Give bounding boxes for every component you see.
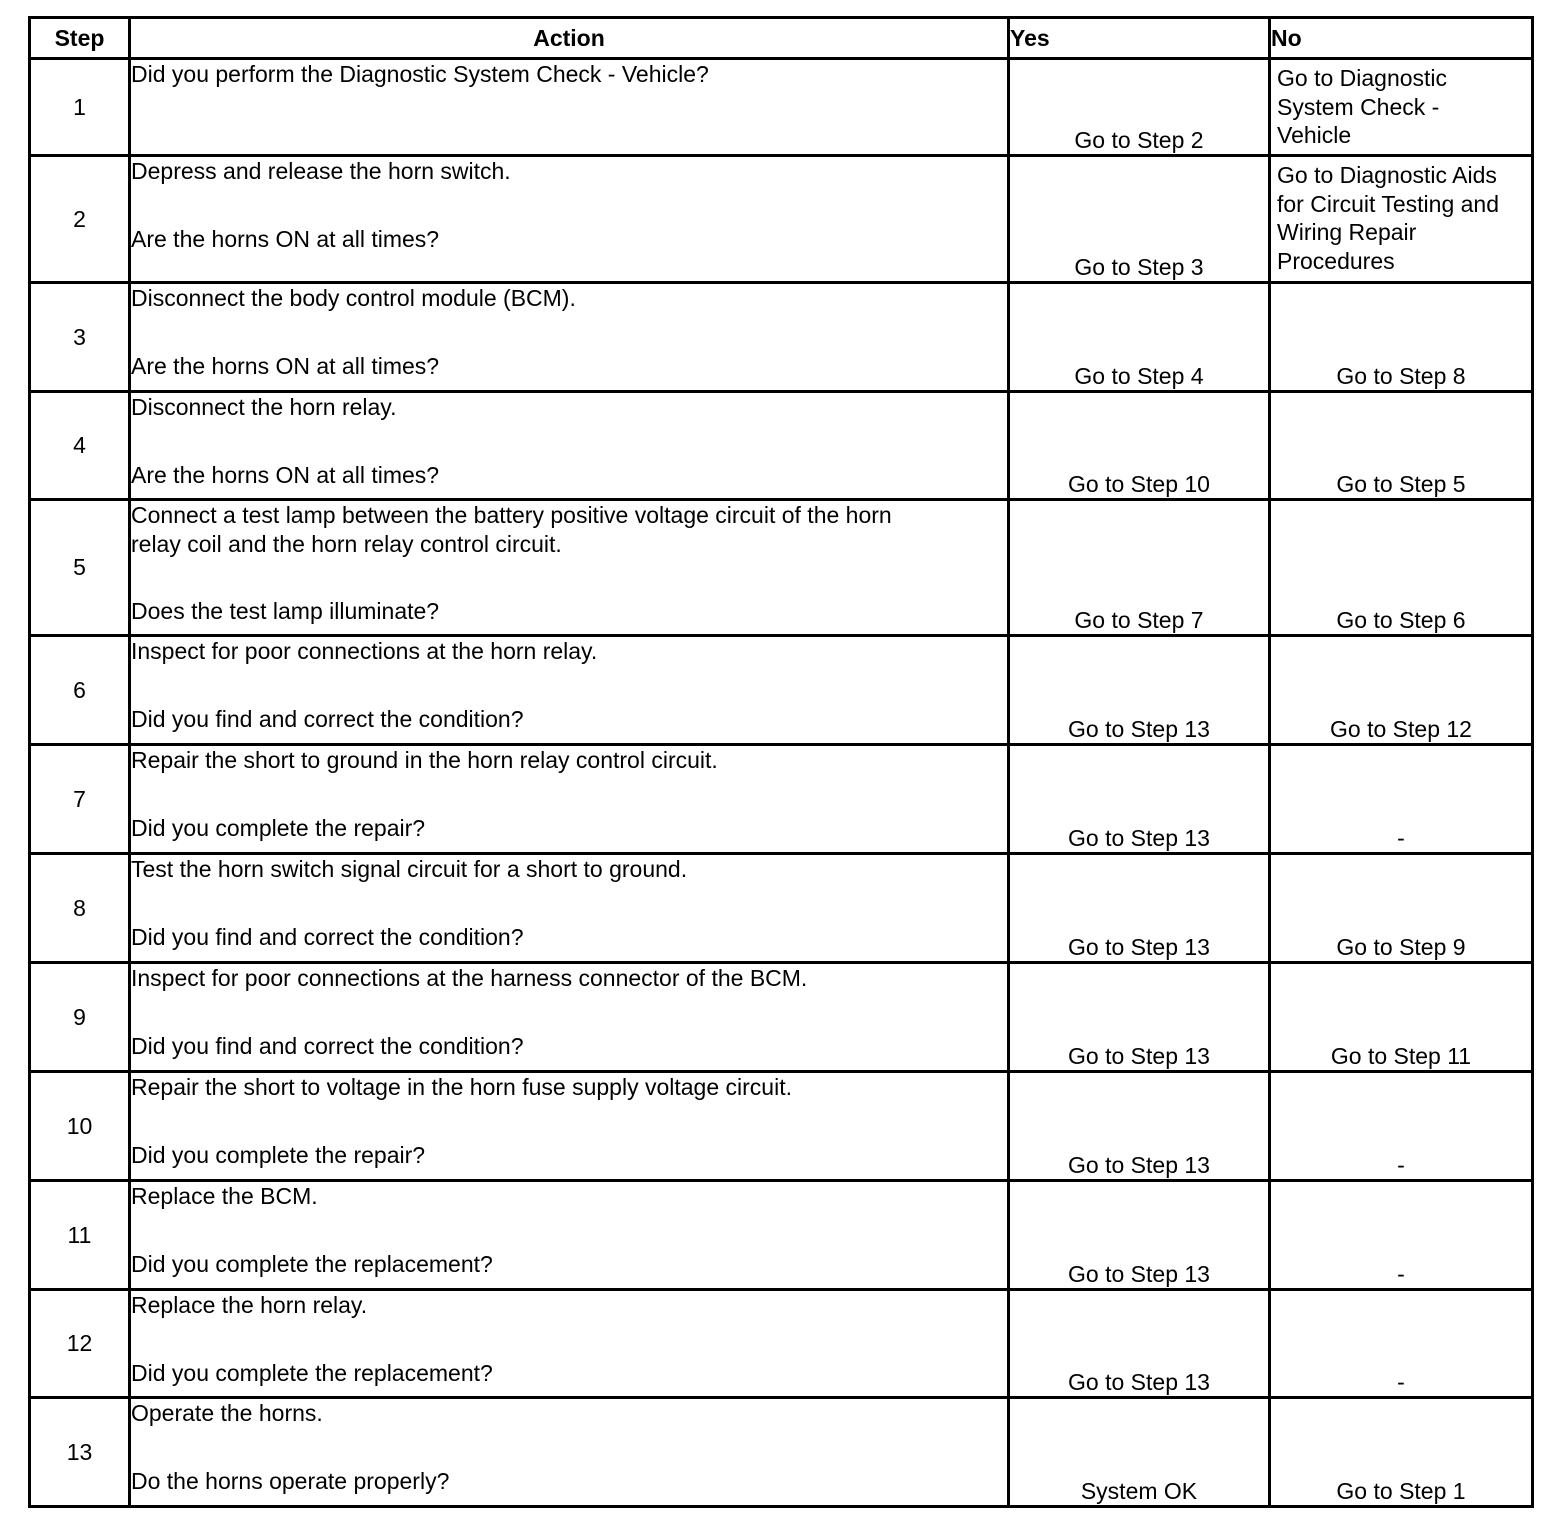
no-result-line: Vehicle	[1277, 122, 1352, 148]
table-row	[30, 500, 1533, 636]
table-row	[30, 963, 1533, 1072]
no-result	[1270, 963, 1533, 1072]
no-result-line: -	[1397, 1368, 1405, 1395]
yes-result: Go to Step 13	[1009, 745, 1270, 854]
no-result	[1270, 1072, 1533, 1181]
action-cell	[130, 500, 1009, 636]
table-row	[30, 283, 1533, 392]
spacer	[131, 666, 1007, 705]
action-question: Does the test lamp illuminate?	[131, 598, 440, 624]
no-result	[1270, 156, 1533, 283]
action-question: Are the horns ON at all times?	[131, 461, 440, 488]
step-number: 13	[30, 1398, 130, 1507]
action-instruction: Inspect for poor connections at the horn relay.	[131, 638, 598, 664]
header-step: Step	[30, 18, 130, 59]
no-result-line: Wiring Repair	[1277, 219, 1417, 245]
action-question: Did you complete the repair?	[131, 1141, 426, 1168]
action-cell	[130, 283, 1009, 392]
yes-result: Go to Step 13	[1009, 1181, 1270, 1290]
table-row	[30, 59, 1533, 156]
spacer	[131, 993, 1007, 1032]
no-result-line: Go to Step 9	[1336, 933, 1466, 960]
diagnostic-table	[28, 16, 1534, 1508]
step-number: 4	[30, 392, 130, 500]
no-result	[1270, 1398, 1533, 1507]
table-row	[30, 1181, 1533, 1290]
spacer	[131, 186, 1007, 225]
table-row	[30, 156, 1533, 283]
action-question: Did you find and correct the condition?	[131, 923, 524, 950]
no-result-line: Go to Step 5	[1336, 470, 1466, 497]
action-question: Are the horns ON at all times?	[131, 225, 440, 252]
action-question: Are the horns ON at all times?	[131, 352, 440, 379]
no-result-line: Procedures	[1277, 247, 1395, 274]
no-result	[1270, 59, 1533, 156]
action-cell	[130, 1181, 1009, 1290]
action-instruction: Connect a test lamp between the battery positive voltage circuit of the horn	[131, 502, 892, 528]
action-cell	[130, 963, 1009, 1072]
action-cell	[130, 1072, 1009, 1181]
header-no: No	[1270, 18, 1533, 59]
action-instruction: Replace the BCM.	[131, 1183, 318, 1209]
no-result	[1270, 500, 1533, 636]
action-cell	[130, 392, 1009, 500]
step-number: 10	[30, 1072, 130, 1181]
action-instruction: Repair the short to ground in the horn relay control circuit.	[131, 747, 718, 773]
yes-result: Go to Step 10	[1009, 392, 1270, 500]
action-cell	[130, 156, 1009, 283]
no-result-line: -	[1397, 1260, 1405, 1287]
no-result-line: Go to Step 11	[1330, 1042, 1472, 1069]
no-result-line: Go to Step 8	[1336, 362, 1466, 389]
action-instruction: Depress and release the horn switch.	[131, 158, 511, 184]
spacer	[131, 422, 1007, 461]
step-number: 1	[30, 59, 130, 156]
action-instruction: Test the horn switch signal circuit for a short to ground.	[131, 856, 688, 882]
no-result	[1270, 745, 1533, 854]
action-instruction: Repair the short to voltage in the horn fuse supply voltage circuit.	[131, 1074, 792, 1100]
header-yes: Yes	[1009, 18, 1270, 59]
action-instruction: Replace the horn relay.	[131, 1292, 368, 1318]
header-action: Action	[130, 18, 1009, 59]
yes-result: Go to Step 2	[1009, 59, 1270, 156]
step-number: 2	[30, 156, 130, 283]
action-instruction: Disconnect the horn relay.	[131, 394, 397, 420]
action-instruction: relay coil and the horn relay control circuit.	[131, 530, 562, 557]
action-cell	[130, 1398, 1009, 1507]
no-result	[1270, 1181, 1533, 1290]
yes-result: Go to Step 13	[1009, 1290, 1270, 1398]
step-number: 7	[30, 745, 130, 854]
action-instruction: Operate the horns.	[131, 1400, 323, 1426]
action-cell	[130, 636, 1009, 745]
no-result-line: -	[1397, 824, 1405, 851]
step-number: 12	[30, 1290, 130, 1398]
header-row	[30, 18, 1533, 59]
action-cell	[130, 1290, 1009, 1398]
action-question: Did you complete the replacement?	[131, 1250, 493, 1277]
table-row	[30, 1398, 1533, 1507]
no-result	[1270, 283, 1533, 392]
action-instruction: Inspect for poor connections at the harness connector of the BCM.	[131, 965, 808, 991]
step-number: 11	[30, 1181, 130, 1290]
spacer	[131, 1211, 1007, 1250]
no-result-line: -	[1397, 1151, 1405, 1178]
no-result-line: Go to Step 12	[1330, 715, 1472, 742]
no-result	[1270, 854, 1533, 963]
table-row	[30, 392, 1533, 500]
yes-result: Go to Step 13	[1009, 636, 1270, 745]
action-question: Did you complete the repair?	[131, 814, 426, 841]
action-cell	[130, 59, 1009, 156]
no-result-line: Go to Step 1	[1336, 1477, 1466, 1504]
table-body	[30, 59, 1533, 1507]
yes-result: Go to Step 4	[1009, 283, 1270, 392]
spacer	[131, 884, 1007, 923]
yes-result: System OK	[1009, 1398, 1270, 1507]
action-instruction: Disconnect the body control module (BCM).	[131, 285, 576, 311]
spacer	[131, 1320, 1007, 1359]
action-cell	[130, 854, 1009, 963]
step-number: 6	[30, 636, 130, 745]
spacer	[131, 1428, 1007, 1467]
table-row	[30, 636, 1533, 745]
table-row	[30, 1290, 1533, 1398]
no-result-line: Go to Step 6	[1336, 606, 1466, 633]
action-cell	[130, 745, 1009, 854]
table-row	[30, 1072, 1533, 1181]
yes-result: Go to Step 13	[1009, 963, 1270, 1072]
action-question: Do the horns operate properly?	[131, 1467, 450, 1494]
action-question: Did you find and correct the condition?	[131, 705, 524, 732]
spacer	[131, 775, 1007, 814]
yes-result: Go to Step 3	[1009, 156, 1270, 283]
yes-result: Go to Step 13	[1009, 854, 1270, 963]
spacer	[131, 1102, 1007, 1141]
table-row	[30, 854, 1533, 963]
spacer	[131, 558, 1007, 597]
no-result-line: Go to Diagnostic	[1277, 65, 1448, 91]
no-result	[1270, 636, 1533, 745]
step-number: 8	[30, 854, 130, 963]
step-number: 3	[30, 283, 130, 392]
step-number: 5	[30, 500, 130, 636]
action-question: Did you find and correct the condition?	[131, 1032, 524, 1059]
no-result-line: for Circuit Testing and	[1277, 190, 1500, 217]
spacer	[131, 313, 1007, 352]
no-result	[1270, 1290, 1533, 1398]
action-instruction: Did you perform the Diagnostic System Check - Vehicle?	[131, 61, 709, 87]
no-result-line: System Check -	[1277, 93, 1440, 120]
no-result	[1270, 392, 1533, 500]
step-number: 9	[30, 963, 130, 1072]
no-result-line: Go to Diagnostic Aids	[1277, 162, 1497, 188]
yes-result: Go to Step 7	[1009, 500, 1270, 636]
table-row	[30, 745, 1533, 854]
action-question: Did you complete the replacement?	[131, 1359, 493, 1386]
yes-result: Go to Step 13	[1009, 1072, 1270, 1181]
